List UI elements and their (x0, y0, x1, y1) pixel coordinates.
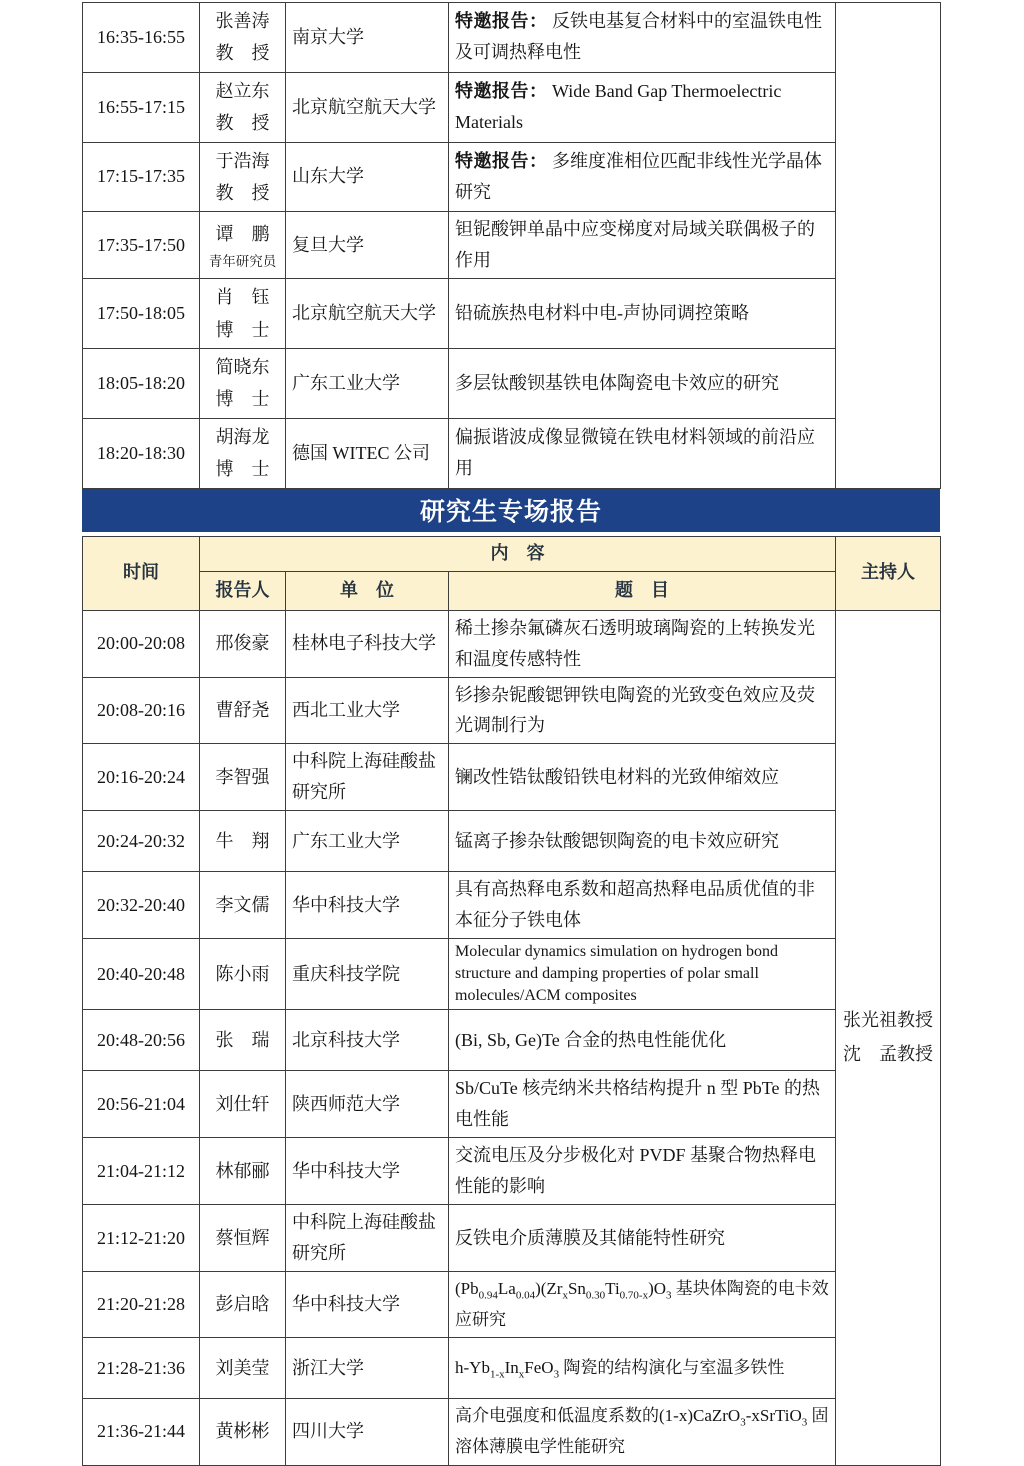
speaker-name: 胡海龙 (215, 426, 270, 447)
conference-schedule (82, 2, 940, 1466)
header-row-bottom (83, 571, 941, 610)
speaker-name: 谭 鹏 (215, 224, 270, 245)
time-cell: 20:48-20:56 (83, 1010, 200, 1071)
time-cell: 17:35-17:50 (83, 212, 200, 279)
graduate-talk-row (83, 939, 941, 1010)
graduate-session-table (82, 536, 941, 1466)
speaker-cell: 彭启晗 (200, 1272, 286, 1338)
speaker-cell (200, 279, 286, 349)
invited-label: 特邀报告： (455, 151, 548, 171)
affiliation-cell: 北京航空航天大学 (286, 72, 449, 142)
invited-talk-row (83, 72, 941, 142)
invited-label: 特邀报告： (455, 11, 548, 32)
invited-talk-row (83, 142, 941, 212)
speaker-cell: 张 瑞 (200, 1010, 286, 1071)
time-cell: 21:12-21:20 (83, 1205, 200, 1272)
time-cell: 20:16-20:24 (83, 744, 200, 811)
talk-title-cell: Molecular dynamics simulation on hydrogen bond structure and damping properties of polar small molecules/ACM composites (449, 939, 836, 1010)
graduate-talk-row (83, 872, 941, 939)
time-cell: 20:00-20:08 (83, 610, 200, 677)
graduate-talk-row (83, 1138, 941, 1205)
invited-label: 特邀报告： (455, 81, 548, 102)
speaker-cell: 黄彬彬 (200, 1399, 286, 1465)
affiliation-cell: 中科院上海硅酸盐研究所 (286, 1205, 449, 1272)
speaker-cell (200, 212, 286, 279)
talk-title-cell: 锰离子掺杂钛酸锶钡陶瓷的电卡效应研究 (449, 811, 836, 872)
speaker-title: 博 士 (215, 459, 270, 480)
talk-title-cell: 镧改性锆钛酸铅铁电材料的光致伸缩效应 (449, 744, 836, 811)
affiliation-cell: 华中科技大学 (286, 1138, 449, 1205)
time-cell: 18:20-18:30 (83, 418, 200, 488)
host-name-line: 张光祖教授 (843, 1010, 934, 1031)
speaker-cell: 李智强 (200, 744, 286, 811)
time-cell: 20:56-21:04 (83, 1071, 200, 1138)
session-banner-title: 研究生专场报告 (419, 498, 602, 527)
affiliation-cell: 广东工业大学 (286, 349, 449, 419)
speaker-cell (200, 142, 286, 212)
invited-talk-row (83, 418, 941, 488)
header-affiliation: 单 位 (286, 571, 449, 610)
graduate-talk-row (83, 1272, 941, 1338)
graduate-talk-row (83, 744, 941, 811)
speaker-title: 博 士 (215, 389, 270, 410)
graduate-talk-row (83, 811, 941, 872)
talk-title-cell: $h-Yb_{1-x}In_xFeO_3$ 陶瓷的结构演化与室温多铁性 (449, 1338, 836, 1399)
affiliation-cell: 西北工业大学 (286, 677, 449, 744)
speaker-cell (200, 3, 286, 73)
affiliation-cell: 山东大学 (286, 142, 449, 212)
time-cell: 16:35-16:55 (83, 3, 200, 73)
speaker-title: 教 授 (215, 113, 270, 134)
talk-title-cell: 交流电压及分步极化对 PVDF 基聚合物热释电性能的影响 (449, 1138, 836, 1205)
talk-title-cell: 高介电强度和低温度系数的(1-x)CaZrO$_3$-xSrTiO$_3$ 固溶体薄膜电学性能研究 (449, 1399, 836, 1465)
talk-title-cell: 偏振谐波成像显微镜在铁电材料领域的前沿应用 (449, 418, 836, 488)
affiliation-cell: 广东工业大学 (286, 811, 449, 872)
affiliation-cell: 浙江大学 (286, 1338, 449, 1399)
graduate-talk-row (83, 1399, 941, 1465)
header-title: 题 目 (449, 571, 836, 610)
speaker-cell (200, 418, 286, 488)
time-cell: 17:50-18:05 (83, 279, 200, 349)
time-cell: 20:40-20:48 (83, 939, 200, 1010)
time-cell: 21:36-21:44 (83, 1399, 200, 1465)
session-banner (82, 489, 940, 532)
speaker-name: 肖 钰 (215, 287, 270, 308)
speaker-cell: 刘美莹 (200, 1338, 286, 1399)
affiliation-cell: 重庆科技学院 (286, 939, 449, 1010)
invited-talk-row (83, 212, 941, 279)
host-names (842, 1004, 934, 1071)
host-cell (836, 3, 941, 489)
talk-title-cell: 具有高热释电系数和超高热释电品质优值的非本征分子铁电体 (449, 872, 836, 939)
talk-title-cell: 铅硫族热电材料中电-声协同调控策略 (449, 279, 836, 349)
invited-talks-table (82, 2, 941, 489)
talk-title-cell: 钽铌酸钾单晶中应变梯度对局域关联偶极子的作用 (449, 212, 836, 279)
invited-talk-row (83, 279, 941, 349)
speaker-name: 于浩海 (215, 150, 270, 171)
affiliation-cell: 北京航空航天大学 (286, 279, 449, 349)
header-host: 主持人 (836, 536, 941, 610)
affiliation-cell: 北京科技大学 (286, 1010, 449, 1071)
talk-title-cell: Sb/CuTe 核壳纳米共格结构提升 n 型 PbTe 的热电性能 (449, 1071, 836, 1138)
speaker-title: 教 授 (215, 43, 270, 64)
talk-title-cell: 特邀报告： Wide Band Gap Thermoelectric Materials (449, 72, 836, 142)
header-speaker: 报告人 (200, 571, 286, 610)
header-time: 时间 (83, 536, 200, 610)
talk-title-cell: 特邀报告： 反铁电基复合材料中的室温铁电性及可调热释电性 (449, 3, 836, 73)
graduate-talk-row (83, 1338, 941, 1399)
graduate-talk-row (83, 610, 941, 677)
speaker-cell: 曹舒尧 (200, 677, 286, 744)
host-cell (836, 610, 941, 1465)
time-cell: 20:32-20:40 (83, 872, 200, 939)
speaker-name: 简晓东 (215, 357, 270, 378)
host-name-line: 沈 孟教授 (843, 1043, 934, 1064)
time-cell: 20:08-20:16 (83, 677, 200, 744)
talk-title-cell: (Bi, Sb, Ge)Te 合金的热电性能优化 (449, 1010, 836, 1071)
time-cell: 17:15-17:35 (83, 142, 200, 212)
time-cell: 16:55-17:15 (83, 72, 200, 142)
affiliation-cell: 陕西师范大学 (286, 1071, 449, 1138)
time-cell: 20:24-20:32 (83, 811, 200, 872)
time-cell: 21:04-21:12 (83, 1138, 200, 1205)
speaker-cell: 陈小雨 (200, 939, 286, 1010)
graduate-talk-row (83, 677, 941, 744)
speaker-cell (200, 72, 286, 142)
time-cell: 18:05-18:20 (83, 349, 200, 419)
talk-title-cell: 反铁电介质薄膜及其储能特性研究 (449, 1205, 836, 1272)
affiliation-cell: 桂林电子科技大学 (286, 610, 449, 677)
affiliation-cell: 中科院上海硅酸盐研究所 (286, 744, 449, 811)
speaker-cell (200, 349, 286, 419)
talk-title-cell: 钐掺杂铌酸锶钾铁电陶瓷的光致变色效应及荧光调制行为 (449, 677, 836, 744)
speaker-title: 教 授 (215, 182, 270, 203)
speaker-name: 赵立东 (215, 80, 270, 101)
speaker-cell: 李文儒 (200, 872, 286, 939)
graduate-talk-row (83, 1071, 941, 1138)
invited-talk-row (83, 349, 941, 419)
speaker-cell: 刘仕轩 (200, 1071, 286, 1138)
talk-title-cell: 稀土掺杂氟磷灰石透明玻璃陶瓷的上转换发光和温度传感特性 (449, 610, 836, 677)
invited-talk-row (83, 3, 941, 73)
header-content: 内 容 (200, 536, 836, 571)
header-row-top (83, 536, 941, 571)
speaker-name: 张善涛 (215, 11, 270, 31)
affiliation-cell: 华中科技大学 (286, 872, 449, 939)
speaker-title: 青年研究员 (208, 253, 277, 269)
talk-title-cell: 多层钛酸钡基铁电体陶瓷电卡效应的研究 (449, 349, 836, 419)
affiliation-cell: 四川大学 (286, 1399, 449, 1465)
graduate-talk-row (83, 1205, 941, 1272)
speaker-cell: 林郁郦 (200, 1138, 286, 1205)
time-cell: 21:20-21:28 (83, 1272, 200, 1338)
affiliation-cell: 华中科技大学 (286, 1272, 449, 1338)
speaker-cell: 牛 翔 (200, 811, 286, 872)
affiliation-cell: 复旦大学 (286, 212, 449, 279)
speaker-cell: 邢俊豪 (200, 610, 286, 677)
speaker-cell: 蔡恒辉 (200, 1205, 286, 1272)
talk-title-cell: 特邀报告： 多维度准相位匹配非线性光学晶体研究 (449, 142, 836, 212)
affiliation-cell: 南京大学 (286, 3, 449, 73)
talk-title-cell: $(Pb_{0.94}La_{0.04})(Zr_xSn_{0.30}Ti_{0.70-x})O_3$ 基块体陶瓷的电卡效应研究 (449, 1272, 836, 1338)
time-cell: 21:28-21:36 (83, 1338, 200, 1399)
speaker-title: 博 士 (215, 319, 270, 340)
graduate-talk-row (83, 1010, 941, 1071)
affiliation-cell: 德国 WITEC 公司 (286, 418, 449, 488)
